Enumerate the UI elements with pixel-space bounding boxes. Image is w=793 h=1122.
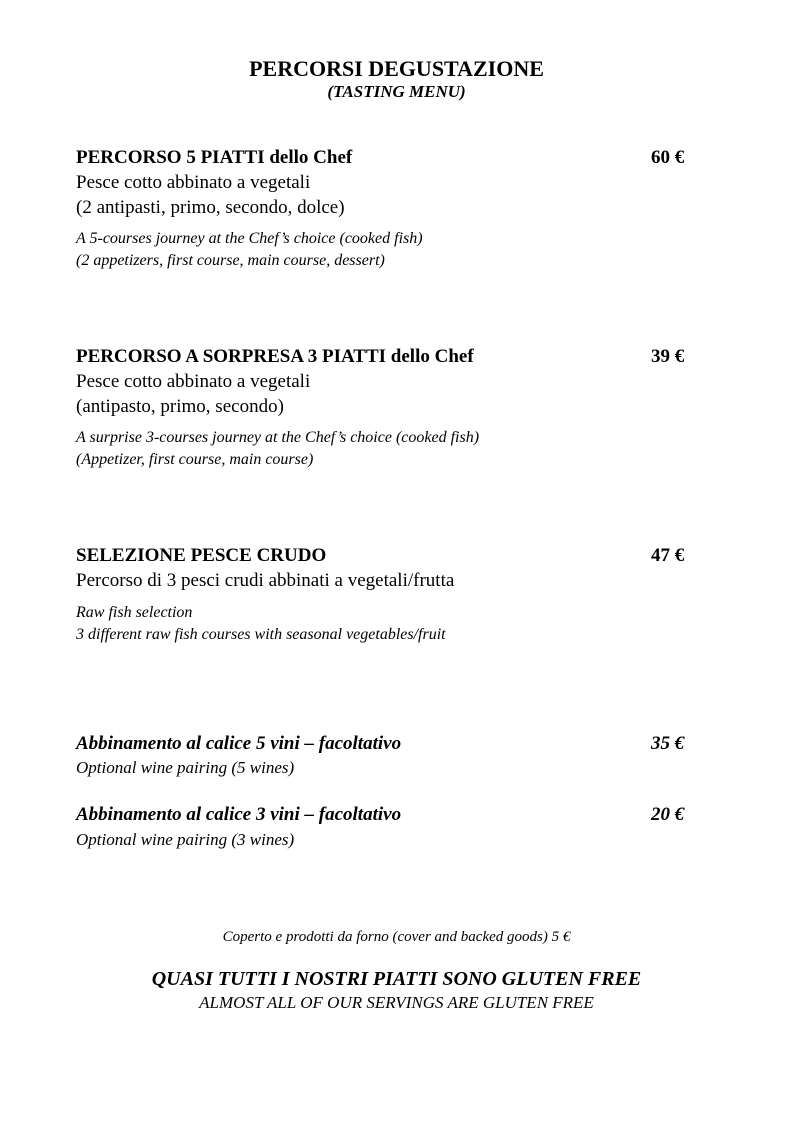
menu-item-name: PERCORSO A SORPRESA 3 PIATTI dello Chef bbox=[76, 346, 474, 367]
gluten-free-notice-en: ALMOST ALL OF OUR SERVINGS ARE GLUTEN FREE bbox=[199, 993, 594, 1012]
menu-item-description-it: Pesce cotto abbinato a vegetali bbox=[76, 172, 311, 193]
menu-item-price: 47 € bbox=[651, 545, 685, 566]
menu-item-description-it: Pesce cotto abbinato a vegetali bbox=[76, 371, 311, 392]
menu-item-description-en: 3 different raw fish courses with seasonal vegetables/fruit bbox=[76, 626, 446, 643]
wine-pairing-description-en: Optional wine pairing (3 wines) bbox=[76, 830, 295, 849]
menu-item-name: SELEZIONE PESCE CRUDO bbox=[76, 545, 327, 566]
menu-item-description-en: (2 appetizers, first course, main course, dessert) bbox=[76, 252, 385, 269]
menu-item-description-en: (Appetizer, first course, main course) bbox=[76, 451, 314, 468]
wine-pairing-price: 35 € bbox=[651, 733, 685, 754]
menu-item-description-en: A surprise 3-courses journey at the Chef’s choice (cooked fish) bbox=[76, 429, 480, 446]
menu-item-price: 39 € bbox=[651, 346, 685, 367]
menu-item-description-en: A 5-courses journey at the Chef’s choice (cooked fish) bbox=[76, 230, 423, 247]
menu-item-price: 60 € bbox=[651, 147, 685, 168]
wine-pairing-price: 20 € bbox=[651, 804, 685, 825]
gluten-free-notice-it: QUASI TUTTI I NOSTRI PIATTI SONO GLUTEN FREE bbox=[151, 968, 642, 990]
menu-item-description-en: Raw fish selection bbox=[76, 604, 193, 621]
menu-item-description-it: Percorso di 3 pesci crudi abbinati a vegetali/frutta bbox=[76, 570, 455, 591]
menu-item-description-it: (antipasto, primo, secondo) bbox=[76, 396, 284, 417]
page-title: PERCORSI DEGUSTAZIONE bbox=[249, 56, 544, 81]
cover-charge-note: Coperto e prodotti da forno (cover and backed goods) 5 € bbox=[222, 929, 571, 945]
wine-pairing-description-en: Optional wine pairing (5 wines) bbox=[76, 758, 295, 777]
menu-item-description-it: (2 antipasti, primo, secondo, dolce) bbox=[76, 197, 345, 218]
menu-item-name: PERCORSO 5 PIATTI dello Chef bbox=[76, 147, 353, 168]
page-subtitle: (TASTING MENU) bbox=[327, 82, 466, 101]
wine-pairing-name: Abbinamento al calice 3 vini – facoltativo bbox=[76, 804, 402, 825]
wine-pairing-name: Abbinamento al calice 5 vini – facoltativo bbox=[76, 733, 402, 754]
